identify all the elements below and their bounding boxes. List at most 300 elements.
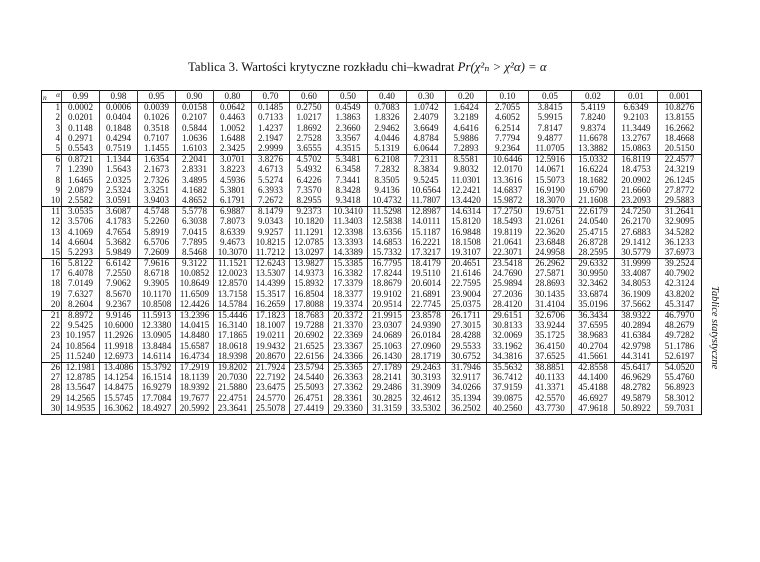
critical-value-cell: 7.3441 bbox=[329, 175, 368, 185]
critical-value-cell: 20.6014 bbox=[407, 279, 446, 289]
critical-value-cell: 15.0863 bbox=[615, 144, 658, 155]
critical-value-cell: 18.3377 bbox=[329, 289, 368, 299]
critical-value-cell: 17.3217 bbox=[407, 248, 446, 259]
critical-value-cell: 24.5440 bbox=[290, 373, 329, 383]
critical-value-cell: 10.4732 bbox=[368, 196, 407, 207]
critical-value-cell: 5.9849 bbox=[100, 248, 138, 259]
critical-value-cell: 6.5706 bbox=[138, 237, 176, 247]
degrees-of-freedom-cell: 1 bbox=[55, 102, 60, 113]
critical-value-cell: 30.1435 bbox=[529, 289, 572, 299]
critical-value-cell: 38.8851 bbox=[529, 362, 572, 373]
critical-value-cell: 18.3070 bbox=[529, 196, 572, 207]
table-row bbox=[42, 300, 702, 311]
critical-value-cell: 10.1170 bbox=[138, 289, 176, 299]
critical-value-cell: 20.5150 bbox=[658, 144, 702, 155]
critical-value-cell: 29.6151 bbox=[487, 310, 529, 321]
critical-value-cell: 18.5493 bbox=[487, 217, 529, 227]
critical-value-cell: 40.1133 bbox=[529, 373, 572, 383]
chi-square-table bbox=[41, 90, 702, 415]
critical-value-cell: 11.7212 bbox=[252, 248, 290, 259]
critical-value-cell: 1.4237 bbox=[252, 123, 290, 133]
critical-value-cell: 4.5702 bbox=[290, 154, 329, 165]
table-row bbox=[42, 144, 702, 155]
critical-value-cell: 6.1791 bbox=[214, 196, 252, 207]
critical-value-cell: 9.0343 bbox=[252, 217, 290, 227]
critical-value-cell: 24.3219 bbox=[658, 165, 702, 175]
critical-value-cell: 30.3193 bbox=[407, 373, 446, 383]
critical-value-cell: 46.7970 bbox=[658, 310, 702, 321]
critical-value-cell: 23.3641 bbox=[214, 403, 252, 414]
critical-value-cell: 17.3379 bbox=[329, 279, 368, 289]
degrees-of-freedom-cell: 6 bbox=[55, 154, 60, 165]
critical-value-cell: 15.3385 bbox=[329, 258, 368, 269]
critical-value-cell: 28.4288 bbox=[446, 331, 487, 341]
critical-value-cell: 10.3410 bbox=[329, 206, 368, 217]
critical-value-cell: 13.2767 bbox=[615, 134, 658, 144]
critical-value-cell: 25.0375 bbox=[446, 300, 487, 311]
critical-value-cell: 0.5543 bbox=[62, 144, 100, 155]
critical-value-cell: 45.3147 bbox=[658, 300, 702, 311]
critical-value-cell: 19.0211 bbox=[252, 331, 290, 341]
critical-value-cell: 0.0201 bbox=[62, 113, 100, 123]
critical-value-cell: 18.0618 bbox=[214, 341, 252, 351]
critical-value-cell: 15.3792 bbox=[138, 362, 176, 373]
critical-value-cell: 21.6660 bbox=[615, 186, 658, 196]
critical-value-cell: 26.1711 bbox=[446, 310, 487, 321]
critical-value-cell: 6.4226 bbox=[290, 175, 329, 185]
degrees-of-freedom-cell: 26 bbox=[50, 362, 60, 372]
critical-value-cell: 10.6000 bbox=[100, 321, 138, 331]
critical-value-cell: 27.4419 bbox=[290, 403, 329, 414]
critical-value-cell: 3.6649 bbox=[407, 123, 446, 133]
alpha-header-cell: 0.95 bbox=[138, 91, 176, 103]
critical-value-cell: 19.9432 bbox=[252, 341, 290, 351]
critical-value-cell: 23.3367 bbox=[329, 341, 368, 351]
critical-value-cell: 32.9117 bbox=[446, 373, 487, 383]
critical-value-cell: 34.5282 bbox=[658, 227, 702, 237]
critical-value-cell: 9.8374 bbox=[572, 123, 615, 133]
critical-value-cell: 19.8119 bbox=[487, 227, 529, 237]
critical-value-cell: 18.4927 bbox=[138, 403, 176, 414]
critical-value-cell: 12.3380 bbox=[138, 321, 176, 331]
critical-value-cell: 23.8578 bbox=[407, 310, 446, 321]
table-row bbox=[42, 279, 702, 289]
critical-value-cell: 18.1139 bbox=[176, 373, 214, 383]
critical-value-cell: 1.0636 bbox=[176, 134, 214, 144]
critical-value-cell: 1.8326 bbox=[368, 113, 407, 123]
critical-value-cell: 15.9872 bbox=[487, 196, 529, 207]
critical-value-cell: 22.6156 bbox=[290, 352, 329, 363]
critical-value-cell: 12.8987 bbox=[407, 206, 446, 217]
critical-value-cell: 28.2595 bbox=[572, 248, 615, 259]
critical-value-cell: 10.8564 bbox=[62, 341, 100, 351]
critical-value-cell: 5.8122 bbox=[62, 258, 100, 269]
critical-value-cell: 0.1485 bbox=[252, 103, 290, 114]
critical-value-cell: 9.5425 bbox=[62, 321, 100, 331]
critical-value-cell: 2.3425 bbox=[214, 144, 252, 155]
critical-value-cell: 31.2641 bbox=[658, 206, 702, 217]
critical-value-cell: 7.8073 bbox=[214, 217, 252, 227]
critical-value-cell: 19.9102 bbox=[368, 289, 407, 299]
critical-value-cell: 12.3398 bbox=[329, 227, 368, 237]
critical-value-cell: 20.9514 bbox=[368, 300, 407, 311]
degrees-of-freedom-cell: 11 bbox=[51, 206, 60, 217]
critical-value-cell: 18.1682 bbox=[572, 175, 615, 185]
critical-value-cell: 30.2825 bbox=[368, 393, 407, 403]
critical-value-cell: 4.1069 bbox=[62, 227, 100, 237]
critical-value-cell: 18.1007 bbox=[252, 321, 290, 331]
critical-value-cell: 10.8215 bbox=[252, 237, 290, 247]
degrees-of-freedom-cell: 13 bbox=[50, 227, 60, 237]
critical-value-cell: 7.8147 bbox=[529, 123, 572, 133]
critical-value-cell: 4.3515 bbox=[329, 144, 368, 155]
critical-value-cell: 26.1245 bbox=[658, 175, 702, 185]
critical-value-cell: 14.1254 bbox=[100, 373, 138, 383]
critical-value-cell: 18.8679 bbox=[368, 279, 407, 289]
critical-value-cell: 25.1063 bbox=[368, 341, 407, 351]
table-row bbox=[42, 248, 702, 259]
critical-value-cell: 8.1479 bbox=[252, 206, 290, 217]
critical-value-cell: 5.3682 bbox=[100, 237, 138, 247]
critical-value-cell: 23.2093 bbox=[615, 196, 658, 207]
critical-value-cell: 26.1430 bbox=[368, 352, 407, 363]
critical-value-cell: 14.6314 bbox=[446, 206, 487, 217]
critical-value-cell: 16.8504 bbox=[290, 289, 329, 299]
critical-value-cell: 5.5778 bbox=[176, 206, 214, 217]
critical-value-cell: 1.0217 bbox=[290, 113, 329, 123]
critical-value-cell: 20.6902 bbox=[290, 331, 329, 341]
critical-value-cell: 6.0644 bbox=[407, 144, 446, 155]
degrees-of-freedom-cell: 3 bbox=[55, 123, 60, 133]
critical-value-cell: 14.9373 bbox=[290, 269, 329, 279]
critical-value-cell: 2.5582 bbox=[62, 196, 100, 207]
alpha-header-cell: 0.40 bbox=[368, 91, 407, 103]
critical-value-cell: 7.2832 bbox=[368, 165, 407, 175]
critical-value-cell: 0.5844 bbox=[176, 123, 214, 133]
critical-value-cell: 26.0184 bbox=[407, 331, 446, 341]
critical-value-cell: 20.4651 bbox=[446, 258, 487, 269]
critical-value-cell: 5.4932 bbox=[290, 165, 329, 175]
critical-value-cell: 13.3393 bbox=[329, 237, 368, 247]
critical-value-cell: 9.4673 bbox=[214, 237, 252, 247]
critical-value-cell: 32.3462 bbox=[572, 279, 615, 289]
critical-value-cell: 13.5307 bbox=[252, 269, 290, 279]
critical-value-cell: 4.0446 bbox=[368, 134, 407, 144]
critical-value-cell: 24.0540 bbox=[572, 217, 615, 227]
critical-value-cell: 3.4895 bbox=[176, 175, 214, 185]
critical-value-cell: 25.5078 bbox=[252, 403, 290, 414]
critical-value-cell: 15.4446 bbox=[214, 310, 252, 321]
degrees-of-freedom-cell: 7 bbox=[55, 165, 60, 175]
alpha-header-cell: 0.20 bbox=[446, 91, 487, 103]
critical-value-cell: 17.1865 bbox=[214, 331, 252, 341]
critical-value-cell: 20.8670 bbox=[252, 352, 290, 363]
critical-value-cell: 16.8119 bbox=[615, 154, 658, 165]
critical-value-cell: 21.0261 bbox=[529, 217, 572, 227]
critical-value-cell: 15.5073 bbox=[529, 175, 572, 185]
critical-value-cell: 1.6488 bbox=[214, 134, 252, 144]
critical-value-cell: 19.5110 bbox=[407, 269, 446, 279]
critical-value-cell: 34.8053 bbox=[615, 279, 658, 289]
critical-value-cell: 2.4079 bbox=[407, 113, 446, 123]
critical-value-cell: 5.1319 bbox=[368, 144, 407, 155]
critical-value-cell: 9.3905 bbox=[138, 279, 176, 289]
critical-value-cell: 7.9062 bbox=[100, 279, 138, 289]
critical-value-cell: 10.8508 bbox=[138, 300, 176, 311]
critical-value-cell: 44.3141 bbox=[615, 352, 658, 363]
critical-value-cell: 0.7107 bbox=[138, 134, 176, 144]
critical-value-cell: 2.7326 bbox=[138, 175, 176, 185]
critical-value-cell: 18.4753 bbox=[615, 165, 658, 175]
critical-value-cell: 52.6197 bbox=[658, 352, 702, 363]
critical-value-cell: 4.5936 bbox=[214, 175, 252, 185]
critical-value-cell: 25.3365 bbox=[329, 362, 368, 373]
critical-value-cell: 16.9279 bbox=[138, 383, 176, 393]
critical-value-cell: 25.4715 bbox=[572, 227, 615, 237]
critical-value-cell: 36.4150 bbox=[529, 341, 572, 351]
critical-value-cell: 11.7807 bbox=[407, 196, 446, 207]
critical-value-cell: 28.2141 bbox=[368, 373, 407, 383]
critical-value-cell: 22.3071 bbox=[487, 248, 529, 259]
table-row bbox=[42, 227, 702, 237]
critical-value-cell: 1.2390 bbox=[62, 165, 100, 175]
critical-value-cell: 3.6555 bbox=[290, 144, 329, 155]
critical-value-cell: 22.3620 bbox=[529, 227, 572, 237]
critical-value-cell: 37.6525 bbox=[529, 352, 572, 363]
corner-n-label: n bbox=[43, 93, 47, 103]
critical-value-cell: 9.2103 bbox=[615, 113, 658, 123]
critical-value-cell: 0.0642 bbox=[214, 103, 252, 114]
critical-value-cell: 30.5779 bbox=[615, 248, 658, 259]
critical-value-cell: 8.3428 bbox=[329, 186, 368, 196]
critical-value-cell: 24.7690 bbox=[487, 269, 529, 279]
critical-value-cell: 11.6509 bbox=[176, 289, 214, 299]
critical-value-cell: 35.5632 bbox=[487, 362, 529, 373]
critical-value-cell: 0.2750 bbox=[290, 103, 329, 114]
critical-value-cell: 9.2373 bbox=[290, 206, 329, 217]
critical-value-cell: 18.7683 bbox=[290, 310, 329, 321]
critical-value-cell: 2.3660 bbox=[329, 123, 368, 133]
critical-value-cell: 13.0905 bbox=[138, 331, 176, 341]
critical-value-cell: 11.6678 bbox=[572, 134, 615, 144]
critical-value-cell: 9.9146 bbox=[100, 310, 138, 321]
critical-value-cell: 56.8923 bbox=[658, 383, 702, 393]
critical-value-cell: 32.9095 bbox=[658, 217, 702, 227]
critical-value-cell: 15.5745 bbox=[100, 393, 138, 403]
critical-value-cell: 1.3863 bbox=[329, 113, 368, 123]
critical-value-cell: 2.9999 bbox=[252, 144, 290, 155]
critical-value-cell: 5.3481 bbox=[329, 154, 368, 165]
critical-value-cell: 8.2955 bbox=[290, 196, 329, 207]
critical-value-cell: 0.4549 bbox=[329, 103, 368, 114]
critical-value-cell: 40.2894 bbox=[615, 321, 658, 331]
degrees-of-freedom-cell: 23 bbox=[50, 331, 60, 341]
critical-value-cell: 4.1783 bbox=[100, 217, 138, 227]
critical-value-cell: 22.7595 bbox=[446, 279, 487, 289]
critical-value-cell: 40.7902 bbox=[658, 269, 702, 279]
critical-value-cell: 24.7250 bbox=[615, 206, 658, 217]
critical-value-cell: 1.1344 bbox=[100, 154, 138, 165]
critical-value-cell: 13.5647 bbox=[62, 383, 100, 393]
critical-value-cell: 8.6339 bbox=[214, 227, 252, 237]
critical-value-cell: 33.4087 bbox=[615, 269, 658, 279]
alpha-header-cell: 0.10 bbox=[487, 91, 529, 103]
table-row bbox=[42, 196, 702, 207]
critical-value-cell: 4.8652 bbox=[176, 196, 214, 207]
critical-value-cell: 5.8919 bbox=[138, 227, 176, 237]
critical-value-cell: 2.9462 bbox=[368, 123, 407, 133]
critical-value-cell: 39.0875 bbox=[487, 393, 529, 403]
table-row bbox=[42, 269, 702, 279]
alpha-header-cell: 0.001 bbox=[658, 91, 702, 103]
critical-value-cell: 0.1848 bbox=[100, 123, 138, 133]
critical-value-cell: 11.3403 bbox=[329, 217, 368, 227]
critical-value-cell: 0.1148 bbox=[62, 123, 100, 133]
critical-value-cell: 2.0325 bbox=[100, 175, 138, 185]
critical-value-cell: 21.3370 bbox=[329, 321, 368, 331]
critical-value-cell: 12.4426 bbox=[176, 300, 214, 311]
critical-value-cell: 26.8728 bbox=[572, 237, 615, 247]
critical-value-cell: 13.9827 bbox=[290, 258, 329, 269]
critical-value-cell: 3.8223 bbox=[214, 165, 252, 175]
critical-value-cell: 10.6564 bbox=[407, 186, 446, 196]
critical-value-cell: 3.3251 bbox=[138, 186, 176, 196]
critical-value-cell: 13.8484 bbox=[138, 341, 176, 351]
critical-value-cell: 0.4294 bbox=[100, 134, 138, 144]
critical-value-cell: 5.3801 bbox=[214, 186, 252, 196]
critical-value-cell: 0.0002 bbox=[62, 103, 100, 114]
critical-value-cell: 5.2293 bbox=[62, 248, 100, 259]
critical-value-cell: 33.9244 bbox=[529, 321, 572, 331]
critical-value-cell: 19.7288 bbox=[290, 321, 329, 331]
critical-value-cell: 36.1233 bbox=[658, 237, 702, 247]
critical-value-cell: 11.3449 bbox=[615, 123, 658, 133]
critical-value-cell: 0.3518 bbox=[138, 123, 176, 133]
critical-value-cell: 28.4120 bbox=[487, 300, 529, 311]
degrees-of-freedom-cell: 18 bbox=[50, 279, 60, 289]
critical-value-cell: 17.2750 bbox=[487, 206, 529, 217]
critical-value-cell: 2.2041 bbox=[176, 154, 214, 165]
critical-value-cell: 4.8784 bbox=[407, 134, 446, 144]
degrees-of-freedom-cell: 28 bbox=[50, 383, 60, 393]
critical-value-cell: 32.6706 bbox=[529, 310, 572, 321]
critical-value-cell: 14.0111 bbox=[407, 217, 446, 227]
critical-value-cell: 10.1820 bbox=[290, 217, 329, 227]
critical-value-cell: 30.6752 bbox=[446, 352, 487, 363]
critical-value-cell: 0.2107 bbox=[176, 113, 214, 123]
critical-value-cell: 6.3038 bbox=[176, 217, 214, 227]
table-row bbox=[42, 186, 702, 196]
critical-value-cell: 49.5879 bbox=[615, 393, 658, 403]
table-row bbox=[42, 165, 702, 175]
critical-value-cell: 16.3140 bbox=[214, 321, 252, 331]
critical-value-cell: 21.7924 bbox=[252, 362, 290, 373]
critical-value-cell: 5.9886 bbox=[446, 134, 487, 144]
critical-value-cell: 20.0902 bbox=[615, 175, 658, 185]
critical-value-cell: 19.6790 bbox=[572, 186, 615, 196]
degrees-of-freedom-cell: 10 bbox=[42, 196, 62, 207]
alpha-header-cell: 0.98 bbox=[100, 91, 138, 103]
critical-value-cell: 19.8202 bbox=[214, 362, 252, 373]
critical-value-cell: 37.6595 bbox=[572, 321, 615, 331]
critical-value-cell: 22.6179 bbox=[572, 206, 615, 217]
critical-value-cell: 11.0301 bbox=[446, 175, 487, 185]
critical-value-cell: 9.4877 bbox=[529, 134, 572, 144]
critical-value-cell: 15.7332 bbox=[368, 248, 407, 259]
critical-value-cell: 9.2367 bbox=[100, 300, 138, 311]
critical-value-cell: 14.0415 bbox=[176, 321, 214, 331]
critical-value-cell: 16.9190 bbox=[529, 186, 572, 196]
critical-value-cell: 50.8922 bbox=[615, 403, 658, 414]
critical-value-cell: 49.7282 bbox=[658, 331, 702, 341]
alpha-header-cell: 0.05 bbox=[529, 91, 572, 103]
critical-value-cell: 13.0297 bbox=[290, 248, 329, 259]
critical-value-cell: 38.9683 bbox=[572, 331, 615, 341]
critical-value-cell: 0.0039 bbox=[138, 103, 176, 114]
table-row bbox=[42, 289, 702, 299]
degrees-of-freedom-cell: 22 bbox=[50, 320, 60, 331]
critical-value-cell: 23.6475 bbox=[252, 383, 290, 393]
critical-value-cell: 36.7412 bbox=[487, 373, 529, 383]
critical-value-cell: 7.2550 bbox=[100, 269, 138, 279]
critical-value-cell: 0.7519 bbox=[100, 144, 138, 155]
critical-value-cell: 9.3122 bbox=[176, 258, 214, 269]
critical-value-cell: 23.5794 bbox=[290, 362, 329, 373]
table-row bbox=[42, 123, 702, 133]
critical-value-cell: 31.9999 bbox=[615, 258, 658, 269]
critical-value-cell: 17.7084 bbox=[138, 393, 176, 403]
critical-value-cell: 4.6713 bbox=[252, 165, 290, 175]
alpha-header-cell: 0.99 bbox=[62, 91, 100, 103]
critical-value-cell: 54.0520 bbox=[658, 362, 702, 373]
degrees-of-freedom-cell: 8 bbox=[55, 175, 60, 185]
critical-value-cell: 43.8202 bbox=[658, 289, 702, 299]
critical-value-cell: 7.7794 bbox=[487, 134, 529, 144]
table-row bbox=[42, 352, 702, 363]
critical-value-cell: 45.6417 bbox=[615, 362, 658, 373]
critical-value-cell: 26.2962 bbox=[529, 258, 572, 269]
critical-value-cell: 11.2926 bbox=[100, 331, 138, 341]
table-row bbox=[42, 331, 702, 341]
critical-value-cell: 38.9322 bbox=[615, 310, 658, 321]
critical-value-cell: 16.6224 bbox=[572, 165, 615, 175]
critical-value-cell: 13.6356 bbox=[368, 227, 407, 237]
critical-value-cell: 32.4612 bbox=[407, 393, 446, 403]
critical-value-cell: 16.3382 bbox=[329, 269, 368, 279]
critical-value-cell: 11.9918 bbox=[100, 341, 138, 351]
critical-value-cell: 22.7745 bbox=[407, 300, 446, 311]
degrees-of-freedom-cell: 9 bbox=[55, 185, 60, 195]
critical-value-cell: 40.2560 bbox=[487, 403, 529, 414]
critical-value-cell: 29.3360 bbox=[329, 403, 368, 414]
critical-value-cell: 15.8932 bbox=[290, 279, 329, 289]
critical-value-cell: 4.6052 bbox=[487, 113, 529, 123]
critical-value-cell: 27.8772 bbox=[658, 186, 702, 196]
table-row bbox=[42, 103, 702, 114]
critical-value-cell: 19.3107 bbox=[446, 248, 487, 259]
critical-value-cell: 42.5570 bbox=[529, 393, 572, 403]
critical-value-cell: 12.6973 bbox=[100, 352, 138, 363]
table-row bbox=[42, 154, 702, 165]
critical-value-cell: 24.0689 bbox=[368, 331, 407, 341]
critical-value-cell: 23.5418 bbox=[487, 258, 529, 269]
critical-value-cell: 14.2565 bbox=[62, 393, 100, 403]
critical-value-cell: 8.5581 bbox=[446, 154, 487, 165]
critical-value-cell: 9.8032 bbox=[446, 165, 487, 175]
critical-value-cell: 11.0705 bbox=[529, 144, 572, 155]
critical-value-cell: 19.6751 bbox=[529, 206, 572, 217]
critical-value-cell: 13.3882 bbox=[572, 144, 615, 155]
